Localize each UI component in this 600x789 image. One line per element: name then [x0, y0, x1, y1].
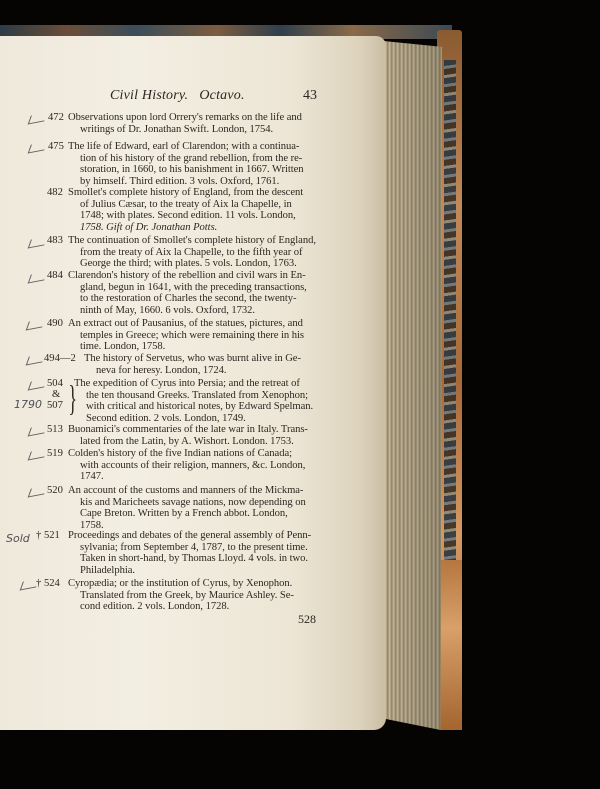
entry-number: 475	[48, 141, 64, 152]
catalog-entry: Buonamici's commentaries of the late war in Italy. Trans- lated from the Latin, by A. Wishort. London. 1753.	[68, 424, 308, 447]
brace-bracket: }	[68, 378, 77, 418]
entry-number: 494—2	[44, 353, 76, 364]
running-title: Civil History. Octavo.	[110, 88, 245, 103]
catalog-entry: Proceedings and debates of the general assembly of Penn- sylvania; from September 4, 1787, to the present time. Taken in short-hand, by Thomas Lloyd. 4 vols. in two. Philadelphia.	[68, 530, 312, 576]
catchword: 528	[298, 612, 316, 626]
page-number: 43	[303, 88, 317, 103]
margin-sold-note: Sold	[6, 532, 30, 545]
catalog-entry: Cyropædia; or the institution of Cyrus, by Xenophon. Translated from the Greek, by Maurice Ashley. Se- cond edition. 2 vols. London, 1728.	[68, 578, 294, 613]
entry-number: 507	[47, 400, 63, 411]
entry-number: 520	[47, 485, 63, 496]
entry-number: † 521	[36, 530, 60, 541]
catalog-entry: Smollet's complete history of England, from the descent of Julius Cæsar, to the treaty of Aix la Chapelle, in 1748; with plates. Second edition. 11 vols. London, 1758. Gift of Dr. Jonathan Potts.	[68, 187, 304, 233]
entry-number: 483	[47, 235, 63, 246]
catalog-entry: Colden's history of the five Indian nations of Canada; with accounts of their religion, manners, &c. London, 1747.	[68, 448, 306, 483]
catalog-entry: An extract out of Pausanius, of the statues, pictures, and temples in Greece; which were remaining there in his time. London, 1758.	[68, 318, 304, 353]
entry-number: 519	[47, 448, 63, 459]
catalog-entry: An account of the customs and manners of the Mickma- kis and Maricheets savage nations, now depending on Cape Breton. Written by a French abbot. London, 1758.	[68, 485, 306, 531]
catalog-entry: The continuation of Smollet's complete history of England, from the treaty of Aix la Chapelle, to the fifth year of George the third; with plates. 5 vols. London, 1763.	[68, 235, 316, 270]
leather-corner	[440, 560, 462, 730]
catalog-entry: Clarendon's history of the rebellion and civil wars in En- gland, begun in 1641, with the preceding transactions, to the restoration of Charles the second, the twenty- ninth of May, 1660. 6 vols. Oxford, 1732.	[68, 270, 307, 316]
entry-number: 472	[48, 112, 64, 123]
marbled-board-edge	[444, 60, 456, 580]
catalog-entry: The expedition of Cyrus into Persia; and the retreat of the ten thousand Greeks. Translated from Xenophon; with critical and historical notes, by Edward Spelman. Second edition. 2 vols. London, 1749.	[74, 378, 314, 424]
entry-number: 504	[47, 378, 63, 389]
entry-number: 484	[47, 270, 63, 281]
entry-number: 490	[47, 318, 63, 329]
entry-number: 513	[47, 424, 63, 435]
catalog-entry: The history of Servetus, who was burnt alive in Ge- neva for heresy. London, 1724.	[84, 353, 301, 376]
entry-number: 482	[47, 187, 63, 198]
entry-number-ampersand: &	[52, 389, 61, 400]
margin-year-note: 1790	[14, 398, 42, 411]
running-header	[110, 88, 320, 108]
catalog-entry: The life of Edward, earl of Clarendon; with a continua- tion of his history of the grand rebellion, from the re- storation, in 1660, to his banishment in 1667. Written by himself. Third edition. 3 vols. Oxford, 1761.	[68, 141, 304, 187]
entry-number: † 524	[36, 578, 60, 589]
catalog-entry: Observations upon lord Orrery's remarks on the life and writings of Dr. Jonathan Swift. London, 1754.	[68, 112, 302, 135]
